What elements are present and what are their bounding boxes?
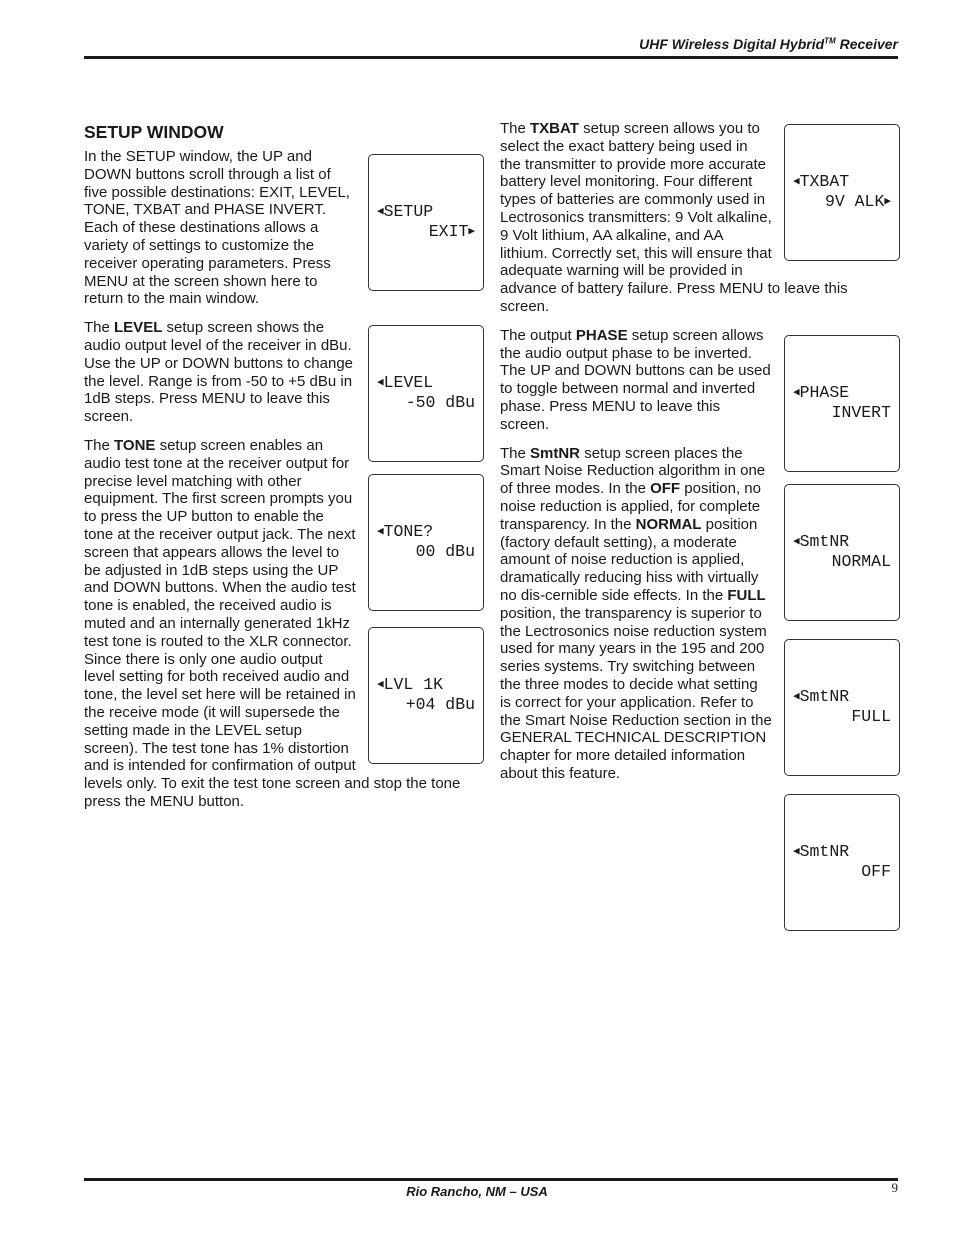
lcd-line-2	[793, 862, 891, 882]
lcd-text: PHASE	[799, 382, 850, 402]
lcd-line-2	[377, 542, 475, 562]
text: The	[500, 444, 531, 462]
left-arrow-icon: ◀	[793, 690, 800, 703]
lcd-text: SETUP	[383, 202, 434, 221]
lcd-text: OFF	[861, 861, 891, 881]
lcd-text: INVERT	[831, 402, 891, 422]
bold-term: NORMAL	[635, 515, 702, 533]
lcd-smtnr-normal	[784, 484, 900, 621]
bold-term: TXBAT	[530, 120, 579, 137]
lcd-text: 9V ALK	[824, 192, 885, 211]
lcd-text: TONE?	[383, 522, 434, 542]
lcd-level	[368, 325, 484, 462]
lcd-text: FULL	[851, 706, 891, 726]
left-arrow-icon: ◀	[793, 845, 800, 858]
bold-term: LEVEL	[114, 319, 163, 337]
lcd-text: 00 dBu	[415, 542, 475, 562]
text: setup screen allows you to select the exact battery being used in the transmitter to provide more accurate battery level monitoring. Four different types of batteries are commonly used in Lectrosonics transmitters: 9 Volt alkaline, 9 Volt lithium, AA alkaline, and AA lithium. Correctly set, this will ensure that adequate warning will be provided in advance of battery failure. Press MENU to leave this screen.	[500, 120, 848, 315]
bold-term: PHASE	[575, 326, 628, 344]
left-arrow-icon: ◀	[377, 206, 384, 218]
bold-term: FULL	[727, 586, 766, 604]
text: position, the transparency is superior to the Lectrosonics noise reduction system used for many years in the 195 and 200 series systems. Try switching between the three modes to decide what setting is correct for your application. Refer to the Smart Noise Reduction section in the GENERAL TECHNICAL DESCRIPTION chapter for more detailed information about this feature.	[500, 604, 772, 782]
left-arrow-icon: ◀	[377, 679, 384, 692]
left-arrow-icon: ◀	[793, 176, 800, 188]
lcd-line-2	[793, 552, 891, 572]
lcd-line-1	[793, 172, 891, 192]
lcd-line-1	[793, 532, 891, 552]
text: setup screen places the Smart Noise Reduction algorithm in one of three modes. In the	[500, 444, 766, 498]
header-title	[639, 36, 898, 52]
text: setup screen enables an audio test tone at the receiver output for precise level matching with other equipment. The first screen prompts you to press the UP button to enable the tone at the receiver output jack. The next screen that appears allows the level to be adjusted in 1dB steps using the UP and DOWN buttons. When the audio test tone is enabled, the received audio is muted and an internally generated 1kHz test tone is routed to the XLR connector. Since there is only one audio output level setting for both received audio and tone, the level set here will be retained in the receive mode (it will supersede the setting made in the LEVEL setup screen). The test tone has 1% distortion and is intended for confirmation of output levels only. To exit the test tone screen and stop the tone press the MENU button.	[84, 436, 461, 810]
lcd-text: -50 dBu	[405, 393, 475, 413]
lcd-text: TXBAT	[799, 172, 850, 191]
left-column	[84, 118, 484, 822]
lcd-line-2	[793, 192, 891, 212]
lcd-lvl-1k	[368, 627, 484, 764]
lcd-line-1	[377, 522, 475, 542]
lcd-text: +04 dBu	[405, 695, 475, 715]
lcd-line-2	[377, 222, 475, 242]
lcd-text: SmtNR	[799, 841, 850, 861]
text: setup screen shows the audio output level of the receiver in dBu. Use the UP or DOWN buttons to change the level. Range is from -50 to +5 dBu in 1dB steps. Press MENU to leave this screen.	[84, 319, 354, 426]
left-arrow-icon: ◀	[793, 386, 800, 399]
lcd-text: SmtNR	[799, 531, 850, 551]
lcd-line-1	[793, 842, 891, 862]
header-rule	[84, 56, 898, 59]
right-arrow-icon: ▶	[468, 226, 475, 238]
footer-location: Rio Rancho, NM – USA	[406, 1184, 548, 1199]
text: The	[84, 319, 115, 337]
header-title-end: Receiver	[835, 36, 898, 52]
lcd-line-2	[793, 707, 891, 727]
text: The	[84, 436, 115, 454]
lcd-phase	[784, 335, 900, 472]
lcd-text: LEVEL	[383, 373, 434, 393]
bold-term: OFF	[650, 480, 681, 498]
right-arrow-icon: ▶	[884, 196, 891, 208]
lcd-tone	[368, 474, 484, 611]
paragraph-setup: In the SETUP window, the UP and DOWN buttons scroll through a list of five possible destinations: EXIT, LEVEL, TONE, TXBAT and PHASE INVERT. Each of these destinations allows a variety of settings to customize the receiver operating parameters. Press MENU at the screen shown here to return to the main window.	[84, 148, 350, 308]
lcd-line-1	[793, 383, 891, 403]
section-title: SETUP WINDOW	[84, 122, 224, 142]
page-number: 9	[891, 1180, 898, 1195]
bold-term: TONE	[114, 436, 156, 454]
lcd-text: NORMAL	[831, 551, 891, 571]
lcd-line-1	[793, 687, 891, 707]
lcd-txbat	[784, 124, 900, 261]
lcd-setup-exit	[368, 154, 484, 291]
lcd-line-1	[377, 373, 475, 393]
left-arrow-icon: ◀	[377, 377, 384, 390]
lcd-line-1	[377, 675, 475, 695]
left-arrow-icon: ◀	[793, 535, 800, 548]
text: position (factory default setting), a moderate amount of noise reduction is applied, dramatically reducing hiss with virtually no dis-cernible side effects. In the	[500, 515, 759, 604]
footer-rule	[84, 1178, 898, 1181]
trademark-sup: TM	[824, 36, 836, 46]
lcd-smtnr-off	[784, 794, 900, 931]
lcd-text: SmtNR	[799, 686, 850, 706]
right-column	[500, 120, 900, 937]
lcd-line-2	[377, 695, 475, 715]
lcd-text: LVL 1K	[383, 675, 444, 695]
text: position, no noise reduction is applied, for complete transparency. In the	[500, 480, 761, 533]
header-title-text: UHF Wireless Digital Hybrid	[639, 36, 825, 52]
lcd-line-2	[793, 403, 891, 423]
lcd-line-1	[377, 202, 475, 222]
text: setup screen allows the audio output phase to be inverted. The UP and DOWN buttons can be used to toggle between normal and inverted phase. Press MENU to leave this screen.	[500, 326, 771, 433]
text: The	[500, 120, 531, 137]
lcd-line-2	[377, 393, 475, 413]
lcd-smtnr-full	[784, 639, 900, 776]
left-arrow-icon: ◀	[377, 526, 384, 539]
text: The output	[500, 326, 576, 344]
lcd-text: EXIT	[428, 222, 469, 241]
bold-term: SmtNR	[530, 444, 581, 462]
